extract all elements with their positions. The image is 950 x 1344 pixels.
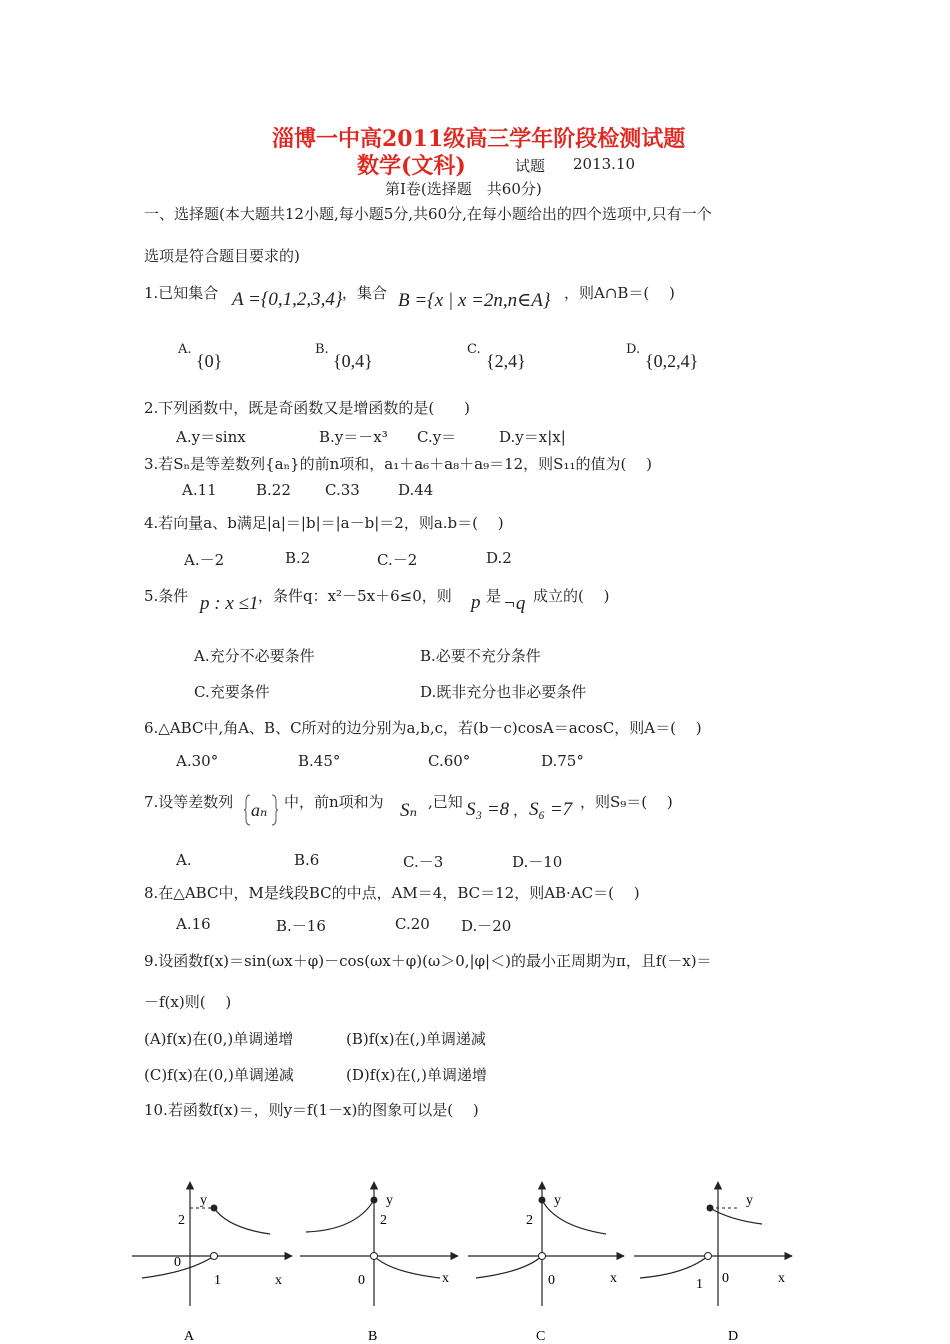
q1-option-b-value: {0,4} [333, 351, 373, 371]
q7-s6: S₆ =7 [529, 799, 573, 820]
graph-d-x-label: x [778, 1271, 785, 1286]
graph-d [634, 1182, 792, 1344]
graph-b-closed-point [371, 1197, 378, 1204]
q6-option-b: B.45° [298, 752, 341, 770]
q2-option-c: C.y＝ [417, 428, 457, 446]
q7-s3: S₃ =8 [466, 799, 510, 820]
q7-suffix: ，则S₉＝( ) [580, 793, 673, 811]
q1-option-d-value: {0,2,4} [645, 351, 699, 371]
q7-option-b: B.6 [294, 851, 320, 869]
q7-prefix: 7.设等差数列 [144, 793, 234, 811]
graph-b-y-label: y [386, 1193, 393, 1208]
q6-option-c: C.60° [428, 752, 471, 770]
q1-set-a: A ={0,1,2,3,4} [232, 289, 343, 310]
q8-option-a: A.16 [176, 915, 211, 933]
graph-b [300, 1182, 458, 1344]
q10-graphs [120, 1170, 810, 1344]
exam-subject-suffix: 试题 [515, 157, 546, 175]
graph-c-tick-y: 2 [526, 1213, 533, 1228]
graph-d-closed-point [707, 1205, 714, 1212]
part-heading: 第Ⅰ卷(选择题 共60分) [385, 180, 542, 198]
q9-option-a: (A)f(x)在(0,)单调递增 [144, 1030, 294, 1048]
graph-a-closed-point [211, 1205, 218, 1212]
graph-c-curve-right [542, 1200, 606, 1234]
q7-option-c: C.－3 [403, 853, 444, 871]
q4-option-d: D.2 [486, 549, 512, 567]
q9-option-b: (B)f(x)在(,)单调递减 [346, 1030, 486, 1048]
q9-option-d: (D)f(x)在(,)单调递增 [346, 1066, 487, 1084]
graph-b-open-point [371, 1253, 378, 1260]
q5-option-a: A.充分不必要条件 [194, 647, 315, 665]
graph-c-label: C [536, 1329, 546, 1344]
q5-prefix: 5.条件 [144, 587, 189, 605]
q7-option-a: A. [176, 851, 192, 869]
graph-d-label: D [728, 1329, 739, 1344]
q4-option-c: C.－2 [377, 551, 418, 569]
q1-option-c-value: {2,4} [486, 351, 526, 371]
graph-d-open-point [705, 1253, 712, 1260]
graph-a-open-point [211, 1253, 218, 1260]
graph-a-tick-x: 1 [214, 1273, 221, 1288]
q9-line2: －f(x)则( ) [144, 993, 232, 1011]
q6-option-d: D.75° [541, 752, 584, 770]
graph-c-open-point [539, 1253, 546, 1260]
graph-a [132, 1182, 292, 1344]
q7-option-d: D.－10 [512, 853, 563, 871]
graph-c-closed-point [539, 1197, 546, 1204]
graph-b-label: B [368, 1329, 378, 1344]
q4-stem: 4.若向量a、b满足|a|＝|b|＝|a－b|＝2，则a.b＝( ) [144, 514, 504, 532]
q9-line1: 9.设函数f(x)＝sin(ωx＋φ)－cos(ωx＋φ)(ω＞0,|φ|＜)的最小正周期为π，且f(－x)＝ [144, 952, 712, 970]
graph-a-tick-y: 2 [178, 1213, 185, 1228]
q5-mid1: ，条件q：x²－5x＋6≤0，则 [258, 587, 452, 605]
q1-prefix: 1.已知集合 [144, 284, 219, 302]
q7-sn: Sₙ [400, 800, 418, 821]
q2-stem: 2.下列函数中，既是奇函数又是增函数的是( ) [144, 399, 471, 417]
q5-condition-p: p : x ≤1 [200, 593, 259, 614]
q1-option-c-label: C. [467, 342, 481, 357]
graph-d-curve-lower [640, 1256, 708, 1278]
graph-d-origin-label: 0 [722, 1271, 729, 1286]
q3-option-b: B.22 [256, 481, 291, 499]
q5-option-c: C.充要条件 [194, 683, 270, 701]
q2-option-a: A.y＝sinx [176, 428, 246, 446]
q2-option-b: B.y＝－x³ [319, 428, 388, 446]
q1-option-a-label: A. [178, 342, 192, 357]
section-intro-line1: 一、选择题(本大题共12小题,每小题5分,共60分,在每小题给出的四个选项中,只有一个 [144, 205, 712, 223]
q4-option-a: A.－2 [184, 551, 225, 569]
graph-c-curve-left [476, 1256, 542, 1278]
q8-option-c: C.20 [395, 915, 430, 933]
q10-stem: 10.若函数f(x)＝，则y＝f(1－x)的图象可以是( ) [144, 1101, 479, 1119]
q5-option-d: D.既非充分也非必要条件 [420, 683, 587, 701]
graph-b-tick-y: 2 [380, 1213, 387, 1228]
graph-c-x-label: x [610, 1271, 617, 1286]
graph-b-x-label: x [442, 1271, 449, 1286]
q7-comma: ， [513, 801, 529, 819]
q1-option-a-value: {0} [196, 351, 223, 371]
section-intro-line2: 选项是符合题目要求的) [144, 247, 300, 265]
graph-b-origin-label: 0 [358, 1273, 365, 1288]
graph-b-curve-right [374, 1256, 440, 1278]
q5-option-b: B.必要不充分条件 [420, 647, 541, 665]
graph-a-curve-upper [214, 1208, 270, 1234]
q1-suffix: ，则A∩B＝( ) [564, 284, 675, 302]
q1-option-d-label: D. [626, 342, 641, 357]
q1-option-b-label: B. [315, 342, 329, 357]
exam-title: 淄博一中高2011级高三学年阶段检测试题 [272, 126, 686, 152]
q6-stem: 6.△ABC中,角A、B、C所对的边分别为a,b,c，若(b－c)cosA＝acosC，则A＝( ) [144, 719, 702, 737]
exam-subject: 数学(文科) [357, 153, 466, 179]
graph-c-origin-label: 0 [548, 1273, 555, 1288]
q1-set-b: B ={x | x =2n,n∈A} [398, 290, 551, 311]
q7-sequence: aₙ [251, 800, 268, 820]
graph-b-curve-left [306, 1200, 374, 1232]
graph-d-tick-x: 1 [696, 1277, 703, 1292]
graph-a-origin-label: 0 [174, 1255, 181, 1270]
q3-option-c: C.33 [325, 481, 360, 499]
q8-option-b: B.－16 [276, 917, 326, 935]
q5-mid2: 是 [486, 587, 502, 605]
q6-option-a: A.30° [176, 752, 219, 770]
q5-not-q: ¬q [503, 593, 526, 614]
q7-mid1: 中，前n项和为 [284, 793, 384, 811]
q8-option-d: D.－20 [461, 917, 512, 935]
graph-a-x-label: x [275, 1273, 282, 1288]
graph-c [468, 1182, 624, 1344]
q1-mid: ，集合 [342, 284, 388, 302]
graph-a-y-label: y [200, 1193, 207, 1208]
q2-option-d: D.y＝x|x| [499, 428, 566, 446]
exam-date: 2013.10 [573, 155, 636, 173]
q9-option-c: (C)f(x)在(0,)单调递减 [144, 1066, 294, 1084]
q5-p: p [471, 592, 481, 613]
q8-stem: 8.在△ABC中，M是线段BC的中点，AM＝4，BC＝12，则AB·AC＝( ) [144, 884, 640, 902]
q4-option-b: B.2 [285, 549, 311, 567]
q5-suffix: 成立的( ) [533, 587, 610, 605]
q3-option-d: D.44 [398, 481, 434, 499]
graph-a-label: A [184, 1329, 195, 1344]
q7-mid2: ,已知 [428, 793, 463, 811]
q3-option-a: A.11 [182, 481, 217, 499]
graph-d-y-label: y [746, 1193, 753, 1208]
graph-c-y-label: y [554, 1193, 561, 1208]
q3-stem: 3.若Sₙ是等差数列{aₙ}的前n项和，a₁＋a₆＋a₈＋a₉＝12，则S₁₁的值为( ) [144, 455, 652, 473]
